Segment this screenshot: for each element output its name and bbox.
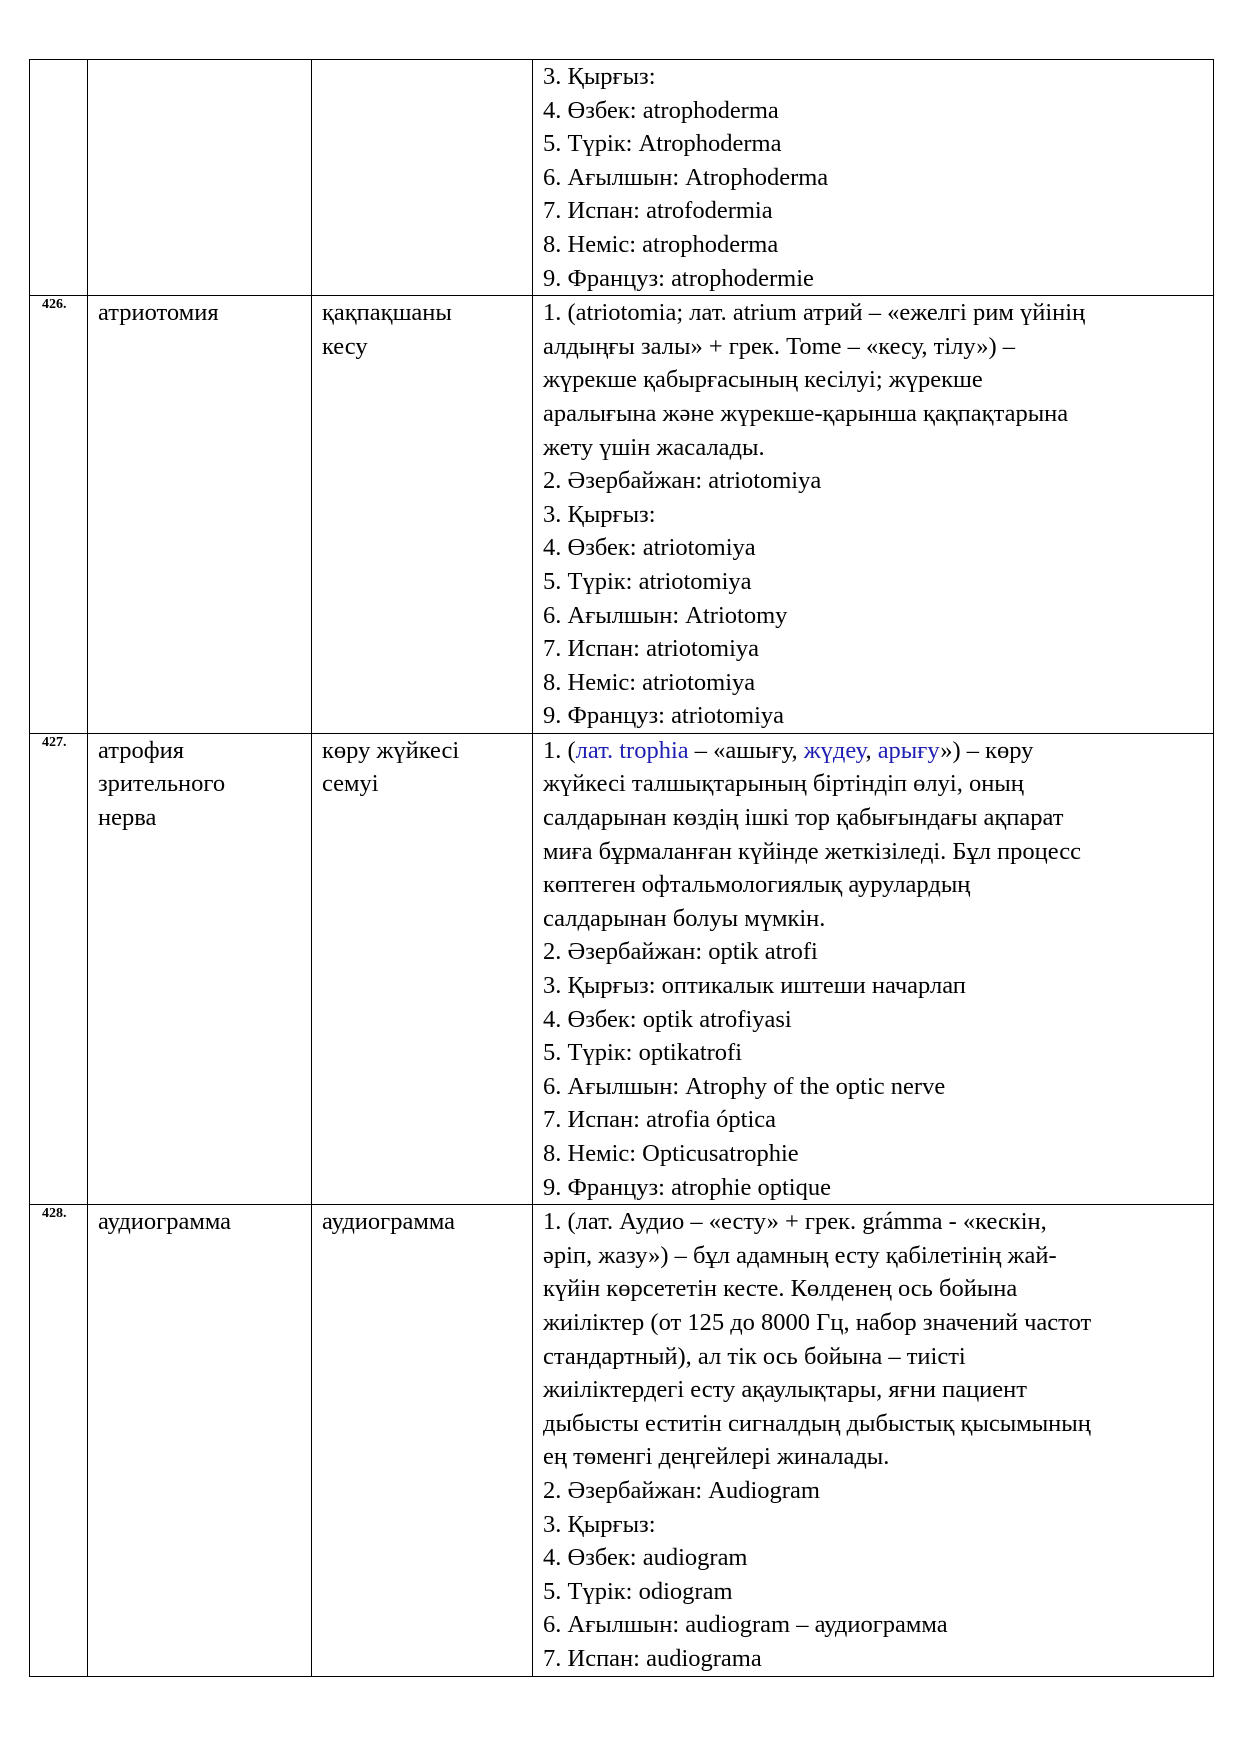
term-russian xyxy=(88,60,312,296)
latin-term-link: лат. trophia xyxy=(575,736,689,764)
term-line: аудиограмма xyxy=(98,1208,232,1236)
glossary-page xyxy=(29,59,1213,1677)
description-line: 7. Испан: audiograma xyxy=(543,1644,762,1672)
description-line: 3. Қырғыз: xyxy=(543,500,656,528)
description-line: дыбысты еститін сигналдың дыбыстық қысымының xyxy=(543,1409,1091,1437)
description-line: 8. Неміс: atriotomiya xyxy=(543,668,756,696)
description-line: стандартный), ал тік ось бойына – тиісті xyxy=(543,1342,966,1370)
description-line: жету үшін жасалады. xyxy=(543,433,765,461)
table-row xyxy=(30,1205,1214,1676)
term-russian xyxy=(88,296,312,734)
text-segment: ») – көру xyxy=(940,736,1034,764)
description-line: 4. Өзбек: atriotomiya xyxy=(543,534,756,562)
term-description xyxy=(533,60,1214,296)
description-line: әріп, жазу») – бұл адамның есту қабілетінің жай- xyxy=(543,1241,1057,1269)
description-line: 5. Түрік: optikatrofi xyxy=(543,1039,743,1067)
description-line: 5. Түрік: Atrophoderma xyxy=(543,130,782,158)
description-line: салдарынан көздің ішкі тор қабығындағы ақпарат xyxy=(543,804,1064,832)
text-segment: – «ашығу, xyxy=(688,736,804,764)
term-description xyxy=(533,733,1214,1204)
term-line: кесу xyxy=(322,332,368,360)
description-line: миға бұрмаланған күйінде жеткізіледі. Бұл процесс xyxy=(543,837,1082,865)
description-line: күйін көрсететін кесте. Көлденең ось бойына xyxy=(543,1275,1018,1303)
entry-number: 428. xyxy=(30,1205,88,1676)
term-description xyxy=(533,1205,1214,1676)
description-line: 9. Француз: atriotomiya xyxy=(543,702,785,730)
description-line: 2. Әзербайжан: atriotomiya xyxy=(543,467,822,495)
description-line: алдыңғы залы» + грек. Tome – «кесу, тілу») – xyxy=(543,332,1016,360)
description-line: 9. Француз: atrophie optique xyxy=(543,1173,831,1201)
description-line: жиіліктердегі есту ақаулықтары, яғни пациент xyxy=(543,1376,1027,1404)
description-line: 8. Неміс: Opticusatrophie xyxy=(543,1140,799,1167)
term-kazakh xyxy=(312,60,533,296)
description-line: 2. Әзербайжан: optik atrofi xyxy=(543,938,818,966)
description-line: жүйкесі талшықтарының біртіндіп өлуі, оның xyxy=(543,770,1024,798)
description-line: 2. Әзербайжан: Audiogram xyxy=(543,1476,820,1504)
word-link: арығу xyxy=(877,736,941,764)
glossary-table xyxy=(29,59,1214,1677)
description-line: 1. (atriotomia; лат. atrium атрий – «ежелгі рим үйінің xyxy=(543,299,1086,327)
description-line: 7. Испан: atrofodermia xyxy=(543,197,773,225)
term-line: атрофия xyxy=(98,736,185,764)
description-line: 3. Қырғыз: xyxy=(543,1510,656,1538)
description-line: 5. Түрік: odiogram xyxy=(543,1577,733,1605)
term-russian xyxy=(88,733,312,1204)
description-line: ең төменгі деңгейлері жиналады. xyxy=(543,1443,890,1471)
table-row xyxy=(30,733,1214,1204)
word-link: жүдеу xyxy=(803,736,866,764)
text-segment: 1. ( xyxy=(543,736,576,764)
description-line: 5. Түрік: atriotomiya xyxy=(543,567,752,595)
description-line: 6. Ағылшын: Atrophy of the optic nerve xyxy=(543,1072,946,1100)
term-line: атриотомия xyxy=(98,299,219,327)
description-line: 7. Испан: atrofia óptica xyxy=(543,1106,777,1134)
entry-number xyxy=(30,60,88,296)
term-line: көру жүйкесі xyxy=(322,736,460,764)
description-line: жүрекше қабырғасының кесілуі; жүрекше xyxy=(543,366,983,394)
description-line: 9. Француз: atrophodermie xyxy=(543,264,814,292)
description-line: 6. Ағылшын: audiogram – аудиограмма xyxy=(543,1611,948,1639)
description-line: жиіліктер (от 125 до 8000 Гц, набор значений частот xyxy=(543,1308,1092,1336)
description-line: 7. Испан: atriotomiya xyxy=(543,635,760,663)
description-line: 4. Өзбек: audiogram xyxy=(543,1544,748,1572)
text-segment: , xyxy=(865,736,878,764)
description-line: 3. Қырғыз: xyxy=(543,63,656,90)
description-line xyxy=(543,734,1203,768)
description-line: 1. (лат. Аудио – «есту» + грек. grámma - «кескін, xyxy=(543,1208,1047,1236)
entry-number: 426. xyxy=(30,296,88,734)
description-line: 4. Өзбек: atrophoderma xyxy=(543,96,779,124)
term-russian xyxy=(88,1205,312,1676)
term-line: қақпақшаны xyxy=(322,299,452,327)
description-line: салдарынан болуы мүмкін. xyxy=(543,904,826,932)
term-line: зрительного xyxy=(98,770,226,798)
description-line: көптеген офтальмологиялық аурулардың xyxy=(543,871,971,899)
term-line: аудиограмма xyxy=(322,1208,456,1236)
table-row xyxy=(30,60,1214,296)
term-line: нерва xyxy=(98,804,157,832)
term-line: семуі xyxy=(322,770,379,798)
term-description xyxy=(533,296,1214,734)
table-row xyxy=(30,296,1214,734)
description-line: аралығына және жүрекше-қарынша қақпақтарына xyxy=(543,399,1069,427)
term-kazakh xyxy=(312,733,533,1204)
term-kazakh xyxy=(312,296,533,734)
description-line: 6. Ағылшын: Atrophoderma xyxy=(543,163,829,191)
description-line: 8. Неміс: atrophoderma xyxy=(543,230,779,258)
entry-number: 427. xyxy=(30,733,88,1204)
description-line: 4. Өзбек: optik atrofiyasi xyxy=(543,1005,792,1033)
description-line: 6. Ағылшын: Atriotomy xyxy=(543,601,788,629)
term-kazakh xyxy=(312,1205,533,1676)
description-line: 3. Қырғыз: оптикалык иштеши начарлап xyxy=(543,972,966,1000)
